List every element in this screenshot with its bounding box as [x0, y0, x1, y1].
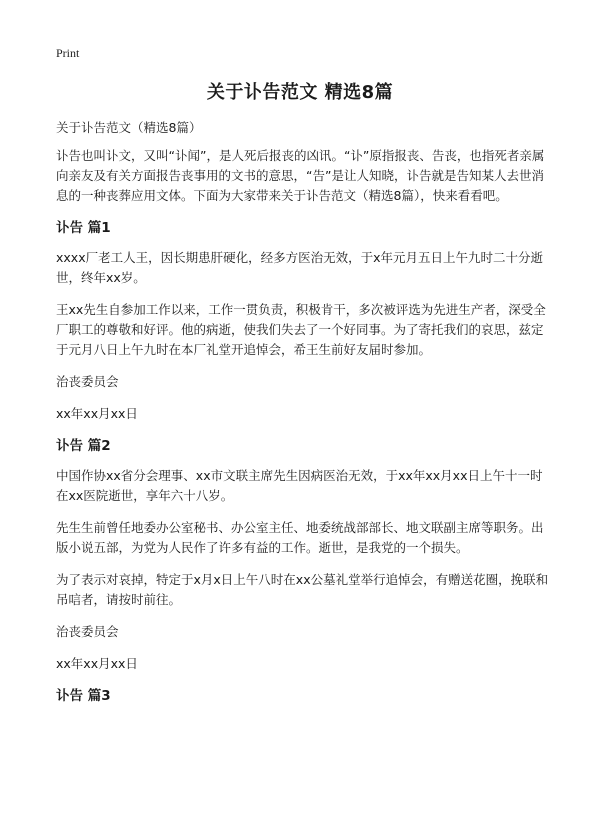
- section-heading: 讣告 篇1: [56, 220, 111, 236]
- intro-subtitle: 关于讣告范文（精选8篇）: [56, 120, 202, 135]
- signature-date: xx年xx月xx日: [56, 656, 138, 671]
- page-title: 关于讣告范文 精选8篇: [206, 82, 394, 103]
- section-paragraph: 为了表示对哀掉，特定于x月x日上午八时在xx公墓礼堂举行追悼会，有赠送花圈，挽联和吊唁者，请按时前往。: [56, 572, 549, 607]
- section-3: [56, 686, 552, 706]
- section-2: [56, 436, 552, 674]
- section-paragraph: xxxx厂老工人王，因长期患肝硬化，经多方医治无效，于x年元月五日上午九时二十分逝世，终年xx岁。: [56, 250, 543, 285]
- section-heading: 讣告 篇2: [56, 438, 111, 454]
- print-label: Print: [56, 46, 80, 60]
- signature-date: xx年xx月xx日: [56, 406, 138, 421]
- intro-paragraph: 讣告也叫讣文，又叫“讣闻”，是人死后报丧的凶讯。“讣”原指报丧、告丧，也指死者亲属向亲友及有关方面报告丧事用的文书的意思，“告”是让人知晓，讣告就是告知某人去世消息的一种丧葬应用文体。下面为大家带来关于讣告范文（精选8篇），快来看看吧。: [56, 148, 545, 203]
- section-paragraph: 王xx先生自参加工作以来，工作一贯负责，积极肯干，多次被评选为先进生产者，深受全厂职工的尊敬和好评。他的病逝，使我们失去了一个好同事。为了寄托我们的哀思，兹定于元月八日上午九时在本厂礼堂开追悼会，希王生前好友届时参加。: [56, 302, 546, 357]
- section-paragraph: 中国作协xx省分会理事、xx市文联主席先生因病医治无效，于xx年xx月xx日上午十一时在xx医院逝世，享年六十八岁。: [56, 468, 543, 503]
- signature-committee: 治丧委员会: [56, 624, 119, 639]
- document-body: [56, 118, 552, 716]
- signature-committee: 治丧委员会: [56, 374, 119, 389]
- section-paragraph: 先生生前曾任地委办公室秘书、办公室主任、地委统战部部长、地文联副主席等职务。出版小说五部，为党为人民作了许多有益的工作。逝世，是我党的一个损失。: [56, 520, 544, 555]
- section-heading: 讣告 篇3: [56, 688, 111, 704]
- section-1: [56, 218, 552, 424]
